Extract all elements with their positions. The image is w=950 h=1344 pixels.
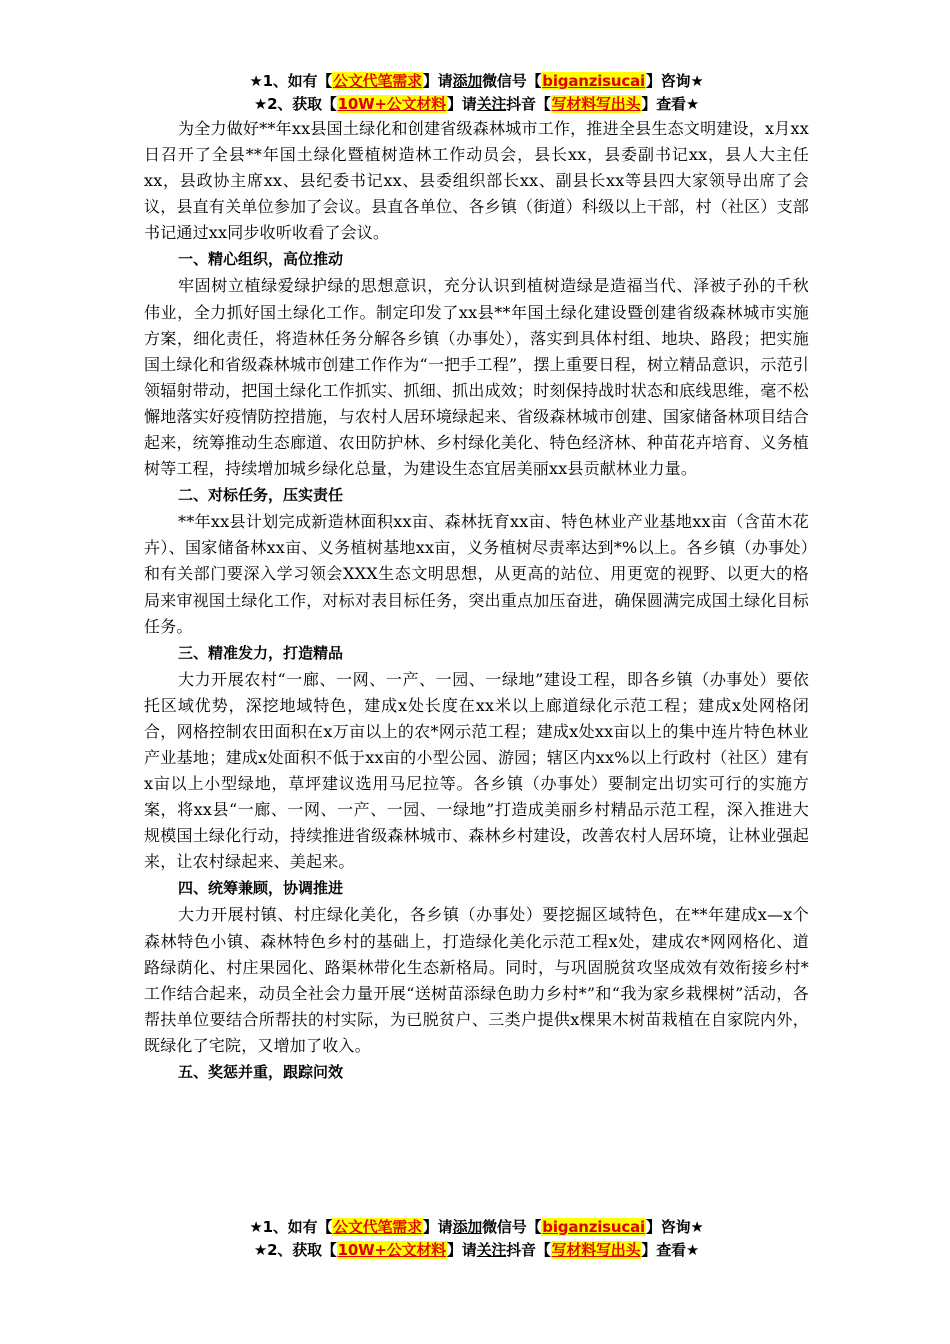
section-heading-1: 一、精心组织，高位推动 (178, 250, 344, 269)
section-body-2: **年xx县计划完成新造林面积xx亩、森林抚育xx亩、特色林业产业基地xx亩（含苗木花卉）、国家储备林xx亩、义务植树基地xx亩，义务植树尽责率达到*%以上。各乡镇（办事处）和有关部门要深入学习领会XXX生态文明思想，从更高的站位、用更宽的视野、以更大的格局来审视国土绿化工作，对标对表目标任务，突出重点加压奋进，确保圆满完成国土绿化目标任务。 (144, 512, 809, 636)
promo-footer-line-2: ★2、获取【10W+公文材料】请关注抖音【写材料写出头】查看★ (253, 1241, 700, 1259)
section-heading-3: 三、精准发力，打造精品 (178, 643, 344, 662)
promo-highlight-service: 公文代笔需求 (333, 1218, 422, 1236)
promo-footer-line-1: ★1、如有【公文代笔需求】请添加微信号【biganzisucai】咨询★ (249, 1218, 704, 1236)
section-heading-2: 二、对标任务，压实责任 (178, 486, 344, 505)
promo-highlight-douyin: 写材料写出头 (551, 1241, 641, 1259)
section-heading-4: 四、统筹兼顾，协调推进 (178, 879, 344, 898)
section-body-4: 大力开展村镇、村庄绿化美化，各乡镇（办事处）要挖掘区域特色，在**年建成x—x个森林特色小镇、森林特色乡村的基础上，打造绿化美化示范工程x处，建成农*网网格化、道路绿荫化、村庄果园化、路渠林带化生态新格局。同时，与巩固脱贫攻坚成效有效衔接乡村*工作结合起来，动员全社会力量开展“送树苗添绿色助力乡村*”和“我为家乡栽棵树”活动，各帮扶单位要结合所帮扶的村实际，为已脱贫户、三类户提供x棵果木树苗栽植在自家院内外，既绿化了宅院，又增加了收入。 (144, 905, 809, 1055)
intro-paragraph: 为全力做好**年xx县国土绿化和创建省级森林城市工作，推进全县生态文明建设，x月xx日召开了全县**年国土绿化暨植树造林工作动员会，县长xx，县委副书记xx，县人大主任xx，县政协主席xx、县纪委书记xx、县委组织部长xx、副县长xx等县四大家领导出席了会议，县直有关单位参加了会议。县直各单位、各乡镇（街道）科级以上干部，村（社区）支部书记通过xx同步收听收看了会议。 (144, 119, 809, 243)
section-body-1: 牢固树立植绿爱绿护绿的思想意识，充分认识到植树造绿是造福当代、泽被子孙的千秋伟业，全力抓好国土绿化工作。制定印发了xx县**年国土绿化建设暨创建省级森林城市实施方案，细化责任，将造林任务分解各乡镇（办事处），落实到具体村组、地块、路段；把实施国土绿化和省级森林城市创建工作作为“一把手工程”，摆上重要日程，树立精品意识，示范引领辐射带动，把国土绿化工作抓实、抓细、抓出成效；时刻保持战时状态和底线思维，毫不松懈地落实好疫情防控措施，与农村人居环境绿起来、省级森林城市创建、国家储备林项目结合起来，统筹推动生态廊道、农田防护林、乡村绿化美化、特色经济林、种苗花卉培育、义务植树等工程，持续增加城乡绿化总量，为建设生态宜居美丽xx县贡献林业力量。 (144, 276, 809, 479)
promo-banner-line-1: ★1、如有【公文代笔需求】请添加微信号【biganzisucai】咨询★ (249, 72, 704, 90)
promo-highlight-materials: 10W+公文材料 (337, 1241, 446, 1259)
promo-highlight-service: 公文代笔需求 (333, 72, 422, 90)
promo-highlight-wechat: biganzisucai (542, 72, 645, 90)
document-page (144, 70, 809, 1086)
promo-highlight-materials: 10W+公文材料 (337, 95, 446, 113)
promo-banner-line-2: ★2、获取【10W+公文材料】请关注抖音【写材料写出头】查看★ (253, 95, 700, 113)
promo-footer (144, 1216, 809, 1262)
section-heading-5: 五、奖惩并重，跟踪问效 (178, 1063, 344, 1081)
promo-highlight-douyin: 写材料写出头 (551, 95, 641, 113)
section-body-3: 大力开展农村“一廊、一网、一产、一园、一绿地”建设工程，即各乡镇（办事处）要依托区域优势，深挖地域特色，建成x处长度在xx米以上廊道绿化示范工程；建成x处网格闭合，网格控制农田面积在x万亩以上的农*网示范工程；建成x处xx亩以上的集中连片特色林业产业基地；建成x处面积不低于xx亩的小型公园、游园；辖区内xx%以上行政村（社区）建有x亩以上小型绿地，草坪建议选用马尼拉等。各乡镇（办事处）要制定出切实可行的实施方案，将xx县“一廊、一网、一产、一园、一绿地”打造成美丽乡村精品示范工程，深入推进大规模国土绿化行动，持续推进省级森林城市、森林乡村建设，改善农村人居环境，让林业强起来，让农村绿起来、美起来。 (144, 669, 809, 872)
promo-highlight-wechat: biganzisucai (542, 1218, 645, 1236)
